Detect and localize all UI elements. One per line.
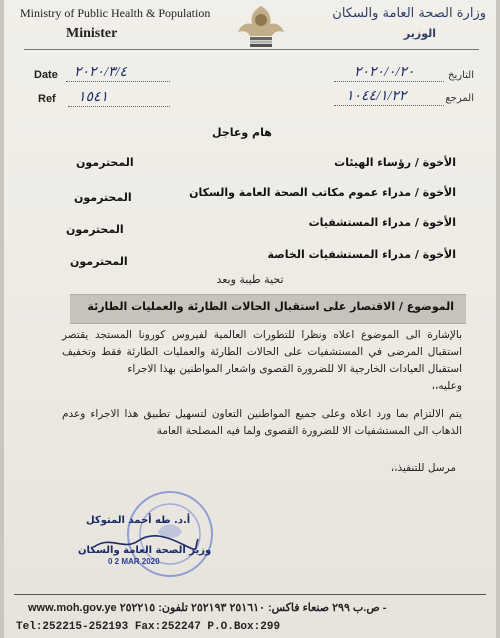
addressee-name: الأخوة / مدراء المستشفيات الخاصة (267, 248, 456, 261)
ref-label: Ref (38, 93, 56, 105)
ref-ar-dotted-line (334, 105, 444, 106)
addressee-honorific: المحترمون (76, 156, 134, 169)
ministry-name-ar: وزارة الصحة العامة والسكان (332, 6, 486, 21)
ministry-name-en: Ministry of Public Health & Population (20, 6, 211, 20)
addressee-honorific: المحترمون (70, 255, 128, 268)
addressee-name: الأخوة / مدراء عموم مكاتب الصحة العامة والسكان (189, 186, 456, 199)
date-value-ar: ٢٠٢٠/٠/٢٠ (354, 65, 415, 80)
ref-label-ar: المرجع (445, 93, 474, 104)
ref-dotted-line (68, 106, 170, 107)
urgent-label: هام وعاجل (212, 126, 272, 139)
date-dotted-line (66, 81, 170, 82)
closing-line: مرسل للتنفيذ،، (390, 462, 456, 474)
received-date-stamp: 0 2 MAR 2020 (108, 557, 160, 566)
date-label: Date (34, 69, 58, 81)
footer-divider (14, 594, 486, 595)
ref-value-ar: ١٠٤٤/١/٢٢ (346, 89, 407, 104)
addressee-name: الأخوة / مدراء المستشفيات (308, 216, 456, 229)
addressee-name: الأخوة / رؤساء الهيئات (334, 156, 456, 169)
date-ar-dotted-line (334, 81, 444, 82)
greeting: تحية طيبة وبعد (216, 273, 284, 286)
date-label-ar: التاريخ (448, 70, 474, 81)
minister-title-en: Minister (66, 26, 118, 41)
subject-line: الموضوع / الاقتصار على استقبال الحالات الطارئة والعمليات الطارئة (87, 300, 454, 313)
body-paragraph: بالإشارة الى الموضوع اعلاه ونظرا للتطورات العالمية لفيروس كورونا المستجد يقتصر استقبال المرضى في المستشفيات على الحالات الطارئة والعمليات الطارئة فقط وتخفيف استقبال العيادات الخارجية الا للضرورة القصوى واشعار المواطنين بهذا الاجراء (62, 329, 462, 375)
body-paragraph: يتم الالتزام بما ورد اعلاه وعلى جميع المواطنين التعاون لتسهيل تطبيق هذا الاجراء وعدم الذهاب الى المستشفيات الا للضرورة القصوى ولما فيه المصلحة العامة (62, 408, 462, 437)
transition-phrase: وعليه،، (431, 380, 462, 392)
addressee-honorific: المحترمون (74, 191, 132, 204)
addressee-honorific: المحترمون (66, 223, 124, 236)
national-emblem-icon (232, 2, 290, 48)
signatory-name: أ.د. طه أحمد المتوكل (86, 515, 191, 526)
header-divider (24, 49, 479, 50)
signatory-title: وزير الصحة العامة والسكان (78, 545, 212, 556)
minister-title-ar: الوزير (403, 27, 436, 40)
ref-value: ١٥٤١ (78, 90, 109, 105)
letter-page (4, 0, 496, 638)
footer-contact-en: Tel:252215-252193 Fax:252247 P.O.Box:299 (16, 621, 281, 633)
footer-contact-ar: www.moh.gov.ye ص.ب ٢٩٩ صنعاء فاكس: ٢٥١٦١٠ ٢٥٢١٩٣ تلفون: ٢٥٢٢١٥ - (28, 602, 387, 614)
date-value: ٢٠٢٠/٣/٤ (74, 65, 127, 80)
